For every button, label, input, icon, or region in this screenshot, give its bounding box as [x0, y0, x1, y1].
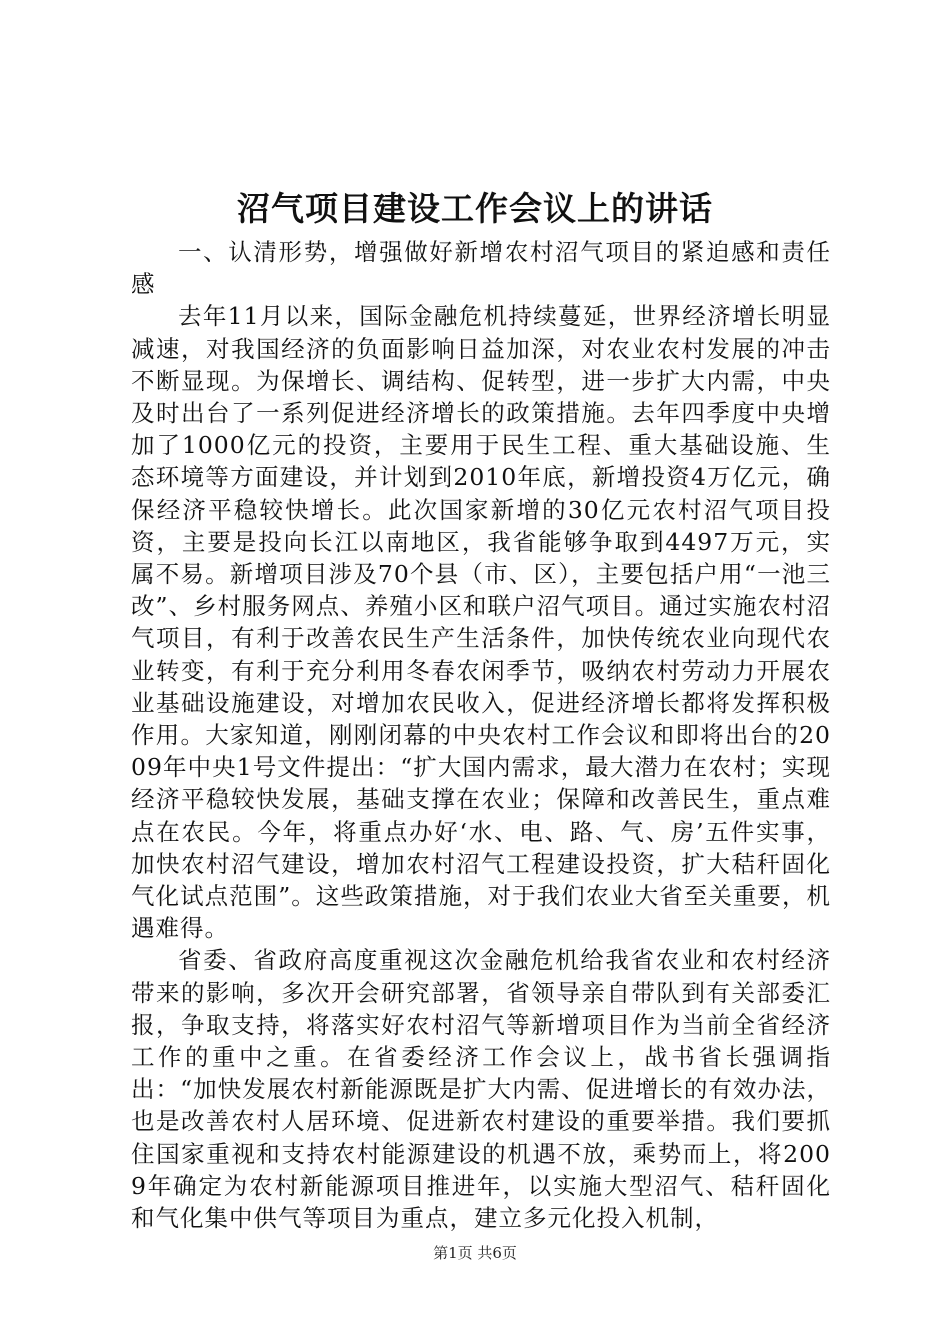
- body-paragraph: 省委、省政府高度重视这次金融危机给我省农业和农村经济带来的影响，多次开会研究部署，省领导亲自带队到有关部委汇报，争取支持，将落实好农村沼气等新增项目作为当前全省经济工作的重中之重。在省委经济工作会议上，战书省长强调指出：“加快发展农村新能源既是扩大内需、促进增长的有效办法，也是改善农村人居环境、促进新农村建设的重要举措。我们要抓住国家重视和支持农村能源建设的机遇不放，乘势而上，将2009年确定为农村新能源项目推进年，以实施大型沼气、秸秆固化和气化集中供气等项目为重点，建立多元化投入机制，: [131, 946, 831, 1233]
- body-paragraph: 去年11月以来，国际金融危机持续蔓延，世界经济增长明显减速，对我国经济的负面影响日益加深，对农业农村发展的冲击不断显现。为保增长、调结构、促转型，进一步扩大内需，中央及时出台了一系列促进经济增长的政策措施。去年四季度中央增加了1000亿元的投资，主要用于民生工程、重大基础设施、生态环境等方面建设，并计划到2010年底，新增投资4万亿元，确保经济平稳较快增长。此次国家新增的30亿元农村沼气项目投资，主要是投向长江以南地区，我省能够争取到4497万元，实属不易。新增项目涉及70个县（市、区），主要包括户用“一池三改”、乡村服务网点、养殖小区和联户沼气项目。通过实施农村沼气项目，有利于改善农民生产生活条件，加快传统农业向现代农业转变，有利于充分利用冬春农闲季节，吸纳农村劳动力开展农业基础设施建设，对增加农民收入，促进经济增长都将发挥积极作用。大家知道，刚刚闭幕的中央农村工作会议和即将出台的2009年中央1号文件提出：“扩大国内需求，最大潜力在农村；实现经济平稳较快发展，基础支撑在农业；保障和改善民生，重点难点在农民。今年，将重点办好‘水、电、路、气、房’五件实事，加快农村沼气建设，增加农村沼气工程建设投资，扩大秸秆固化气化试点范围”。这些政策措施，对于我们农业大省至关重要，机遇难得。: [131, 302, 831, 943]
- section-heading: 一、认清形势，增强做好新增农村沼气项目的紧迫感和责任感: [131, 238, 831, 299]
- page-footer: 第1页 共6页: [433, 1244, 517, 1262]
- document-body: [131, 236, 831, 1234]
- document-title: 沼气项目建设工作会议上的讲话: [237, 189, 713, 228]
